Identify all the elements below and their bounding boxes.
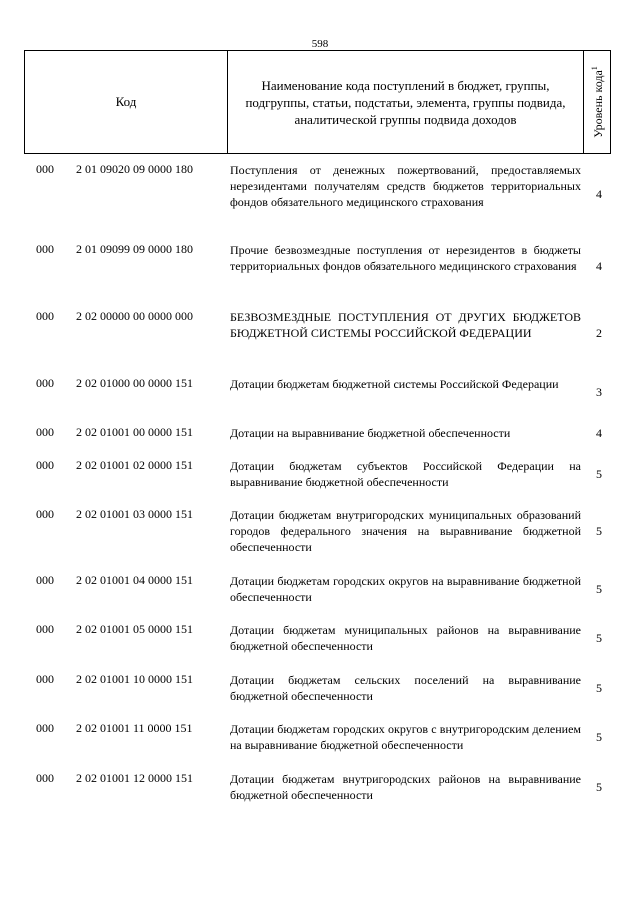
row-admin-code: 000 bbox=[36, 573, 54, 587]
header-level-label: Уровень кода$^1$ bbox=[589, 66, 605, 138]
row-admin-code: 000 bbox=[36, 376, 54, 390]
row-admin-code: 000 bbox=[36, 425, 54, 439]
row-admin-code: 000 bbox=[36, 242, 54, 256]
row-income-code: 2 02 01000 00 0000 151 bbox=[76, 376, 193, 390]
row-admin-code: 000 bbox=[36, 507, 54, 521]
row-income-code: 2 02 01001 12 0000 151 bbox=[76, 771, 193, 785]
header-level-footnote: 1 bbox=[589, 66, 599, 71]
row-level: 2 bbox=[596, 326, 602, 340]
row-level: 5 bbox=[596, 467, 602, 481]
row-income-code: 2 02 01001 05 0000 151 bbox=[76, 622, 193, 636]
row-admin-code: 000 bbox=[36, 721, 54, 735]
row-level: 4 bbox=[596, 426, 602, 440]
row-income-code: 2 02 01001 11 0000 151 bbox=[76, 721, 193, 735]
row-name: Дотации бюджетам сельских поселений на выравнивание бюджетной обеспеченности bbox=[230, 673, 581, 703]
row-income-code: 2 02 01001 00 0000 151 bbox=[76, 425, 193, 439]
row-admin-code: 000 bbox=[36, 162, 54, 176]
header-code-cell bbox=[25, 51, 228, 153]
row-level: 4 bbox=[596, 187, 602, 201]
row-admin-code: 000 bbox=[36, 771, 54, 785]
row-level: 5 bbox=[596, 582, 602, 596]
row-name: Дотации бюджетам городских округов с внутригородским делением на выравнивание бюджетной обеспеченности bbox=[230, 722, 581, 752]
row-name: Дотации бюджетам муниципальных районов на выравнивание бюджетной обеспеченности bbox=[230, 623, 581, 653]
row-income-code: 2 02 01001 02 0000 151 bbox=[76, 458, 193, 472]
row-name: Поступления от денежных пожертвований, предоставляемых нерезидентами получателям средств бюджетов территориальных фондов обязательного медицинского страхования bbox=[230, 163, 581, 209]
row-level: 5 bbox=[596, 631, 602, 645]
row-level: 5 bbox=[596, 681, 602, 695]
row-level: 3 bbox=[596, 385, 602, 399]
row-income-code: 2 02 01001 03 0000 151 bbox=[76, 507, 193, 521]
row-name: Дотации бюджетам внутригородских районов на выравнивание бюджетной обеспеченности bbox=[230, 772, 581, 802]
row-level: 5 bbox=[596, 730, 602, 744]
header-name-label: Наименование кода поступлений в бюджет, группы, подгруппы, статьи, подстатьи, элемента, группы подвида, аналитической группы подвида доходов bbox=[245, 77, 566, 127]
row-income-code: 2 02 01001 10 0000 151 bbox=[76, 672, 193, 686]
row-name: Прочие безвозмездные поступления от нерезидентов в бюджеты территориальных фондов обязательного медицинского страхования bbox=[230, 243, 581, 273]
row-name: Дотации бюджетам субъектов Российской Федерации на выравнивание бюджетной обеспеченности bbox=[230, 459, 581, 489]
row-name: Дотации на выравнивание бюджетной обеспеченности bbox=[230, 426, 511, 440]
row-admin-code: 000 bbox=[36, 458, 54, 472]
row-name: Дотации бюджетам внутригородских муниципальных образований городов федерального значения на выравнивание бюджетной обеспеченности bbox=[230, 508, 581, 554]
row-income-code: 2 01 09099 09 0000 180 bbox=[76, 242, 193, 256]
row-level: 4 bbox=[596, 259, 602, 273]
row-income-code: 2 01 09020 09 0000 180 bbox=[76, 162, 193, 176]
row-admin-code: 000 bbox=[36, 672, 54, 686]
row-level: 5 bbox=[596, 524, 602, 538]
table-header bbox=[24, 50, 611, 154]
row-level: 5 bbox=[596, 780, 602, 794]
header-code-label: Код bbox=[115, 94, 137, 109]
row-name: Дотации бюджетам бюджетной системы Российской Федерации bbox=[230, 377, 559, 391]
header-level-cell bbox=[584, 51, 611, 153]
row-name: Дотации бюджетам городских округов на выравнивание бюджетной обеспеченности bbox=[230, 574, 581, 604]
row-income-code: 2 02 01001 04 0000 151 bbox=[76, 573, 193, 587]
row-name: БЕЗВОЗМЕЗДНЫЕ ПОСТУПЛЕНИЯ ОТ ДРУГИХ БЮДЖЕТОВ БЮДЖЕТНОЙ СИСТЕМЫ РОССИЙСКОЙ ФЕДЕРАЦИИ bbox=[230, 310, 581, 340]
row-income-code: 2 02 00000 00 0000 000 bbox=[76, 309, 193, 323]
row-admin-code: 000 bbox=[36, 622, 54, 636]
header-name-cell bbox=[228, 51, 584, 153]
page-number: 598 bbox=[311, 38, 329, 50]
row-admin-code: 000 bbox=[36, 309, 54, 323]
